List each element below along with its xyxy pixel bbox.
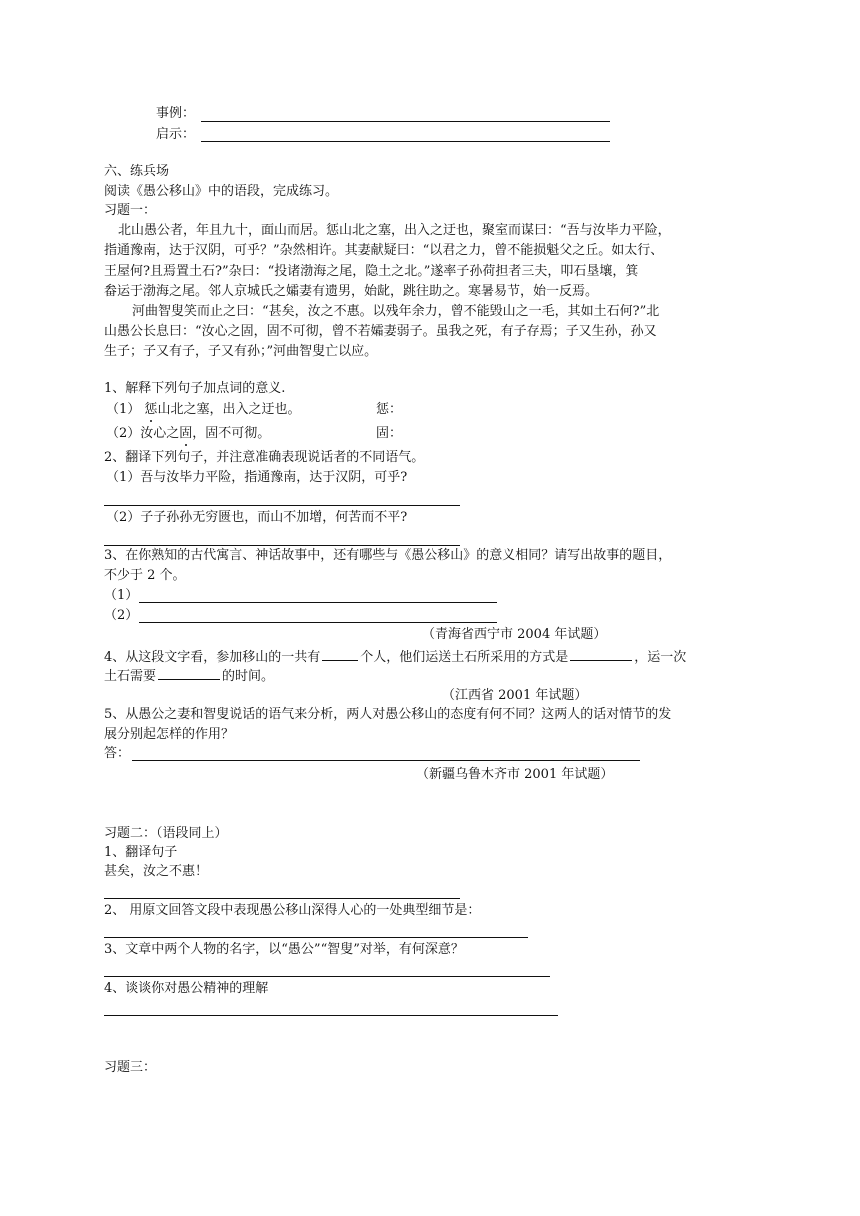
question-4-line1 xyxy=(104,648,686,666)
source-note: （江西省 2001 年试题） xyxy=(442,688,588,703)
question-5-line2: 展分别起怎样的作用？ xyxy=(104,727,235,742)
answer-line[interactable] xyxy=(104,1015,558,1016)
answer-line[interactable] xyxy=(104,505,460,506)
question-4-line2 xyxy=(104,667,274,685)
answer-line[interactable] xyxy=(139,602,497,603)
passage-line: 指通豫南，达于汉阴，可乎？”杂然相许。其妻献疑曰：“以君之力，曾不能损魁父之丘。如太行、 xyxy=(104,243,664,258)
answer-line[interactable] xyxy=(104,898,460,899)
answer-line[interactable] xyxy=(104,545,460,546)
q4-text: ，运一次 xyxy=(634,650,687,665)
q4-text: 4、从这段文字看，参加移山的一共有 xyxy=(104,650,321,665)
answer-line[interactable] xyxy=(139,622,497,623)
passage-line: 河曲智叟笑而止之曰：“甚矣，汝之不惠。以残年余力，曾不能毁山之一毛，其如土石何?”北 xyxy=(132,304,660,319)
ex2-question-2: 2、 用原文回答文段中表现愚公移山深得人心的一处典型细节是： xyxy=(104,903,481,918)
question-1: 1、解释下列句子加点词的意义. xyxy=(104,381,286,396)
example-answer-line[interactable] xyxy=(201,121,610,122)
section-instruction: 阅读《愚公移山》中的语段，完成练习。 xyxy=(104,184,339,199)
item-text: 山北之塞，出入之迂也。 xyxy=(157,402,301,417)
question-2-2: （2）子子孙孙无穷匮也，而山不加增，何苦而不平? xyxy=(106,510,408,525)
source-note: （青海省西宁市 2004 年试题） xyxy=(422,627,607,642)
q4-text: 个人，他们运送土石所采用的方式是 xyxy=(360,650,569,665)
question-5-line1: 5、从愚公之妻和智叟说话的语气来分析，两人对愚公移山的态度有何不同？这两人的话对情节的发 xyxy=(104,707,672,722)
question-2-1: （1）吾与汝毕力平险，指通豫南，达于汉阴，可乎? xyxy=(106,470,408,485)
passage-line: 王屋何?且焉置土石?”杂曰：“投诸渤海之尾，隐土之北。”遂率子孙荷担者三夫，叩石垦壤，箕 xyxy=(104,264,639,279)
passage-line: 畚运于渤海之尾。邻人京城氏之孀妻有遗男，始龀，跳往助之。寒暑易节，始一反焉。 xyxy=(104,284,599,299)
q4-text: 土石需要 xyxy=(104,669,157,684)
question-2: 2、翻译下列句子，并注意准确表现说话者的不同语气。 xyxy=(104,450,425,465)
section-heading: 六、练兵场 xyxy=(104,164,170,179)
dotted-word: 惩 xyxy=(144,402,158,417)
ex2-question-4: 4、谈谈你对愚公精神的理解 xyxy=(104,981,269,996)
fill-blank[interactable] xyxy=(322,648,358,661)
fill-blank[interactable] xyxy=(158,667,220,680)
item-number: （2） xyxy=(104,608,139,623)
answer-line[interactable] xyxy=(104,937,528,938)
source-note: （新疆乌鲁木齐市 2001 年试题） xyxy=(416,767,614,782)
exercise3-label: 习题三： xyxy=(104,1060,157,1075)
insight-label: 启示： xyxy=(156,127,196,142)
ex2-question-1: 1、翻译句子 xyxy=(104,845,178,860)
question-3-line2: 不少于 2 个。 xyxy=(104,568,186,583)
item-text: （2）汝心之 xyxy=(106,426,180,441)
question-3-line1: 3、在你熟知的古代寓言、神话故事中，还有哪些与《愚公移山》的意义相同？请写出故事的题目， xyxy=(104,548,672,563)
example-label: 事例： xyxy=(156,106,196,121)
item-number: （1） xyxy=(106,402,141,417)
q4-text: 的时间。 xyxy=(222,669,275,684)
passage-line: 生子；子又有子，子又有孙；”河曲智叟亡以应。 xyxy=(104,344,378,359)
item-number: （1） xyxy=(104,588,139,603)
ex2-question-3: 3、文章中两个人物的名字，以“愚公”“智叟”对举，有何深意？ xyxy=(104,942,464,957)
ex2-sentence: 甚矣，汝之不惠！ xyxy=(104,864,209,879)
item-text: ，固不可彻。 xyxy=(192,426,271,441)
insight-answer-line[interactable] xyxy=(201,141,610,142)
exercise1-label: 习题一： xyxy=(104,203,157,218)
passage-line: 北山愚公者，年且九十，面山而居。惩山北之塞，出入之迂也，聚室而谋曰：“吾与汝毕力平险， xyxy=(118,223,671,238)
answer-line[interactable] xyxy=(132,760,640,761)
answer-line[interactable] xyxy=(104,976,550,977)
passage-line: 山愚公长息曰：“汝心之固，固不可彻，曾不若孀妻弱子。虽我之死，有子存焉；子又生孙，孙又 xyxy=(104,324,657,339)
exercise2-label: 习题二：（语段同上） xyxy=(104,826,228,841)
answer-label-gu: 固： xyxy=(376,426,403,441)
answer-label: 答： xyxy=(104,746,131,761)
question-1-2 xyxy=(106,426,270,442)
question-1-1 xyxy=(106,402,300,418)
dotted-word: 固 xyxy=(179,426,193,441)
fill-blank[interactable] xyxy=(570,648,632,661)
answer-label-cheng: 惩： xyxy=(376,402,403,417)
